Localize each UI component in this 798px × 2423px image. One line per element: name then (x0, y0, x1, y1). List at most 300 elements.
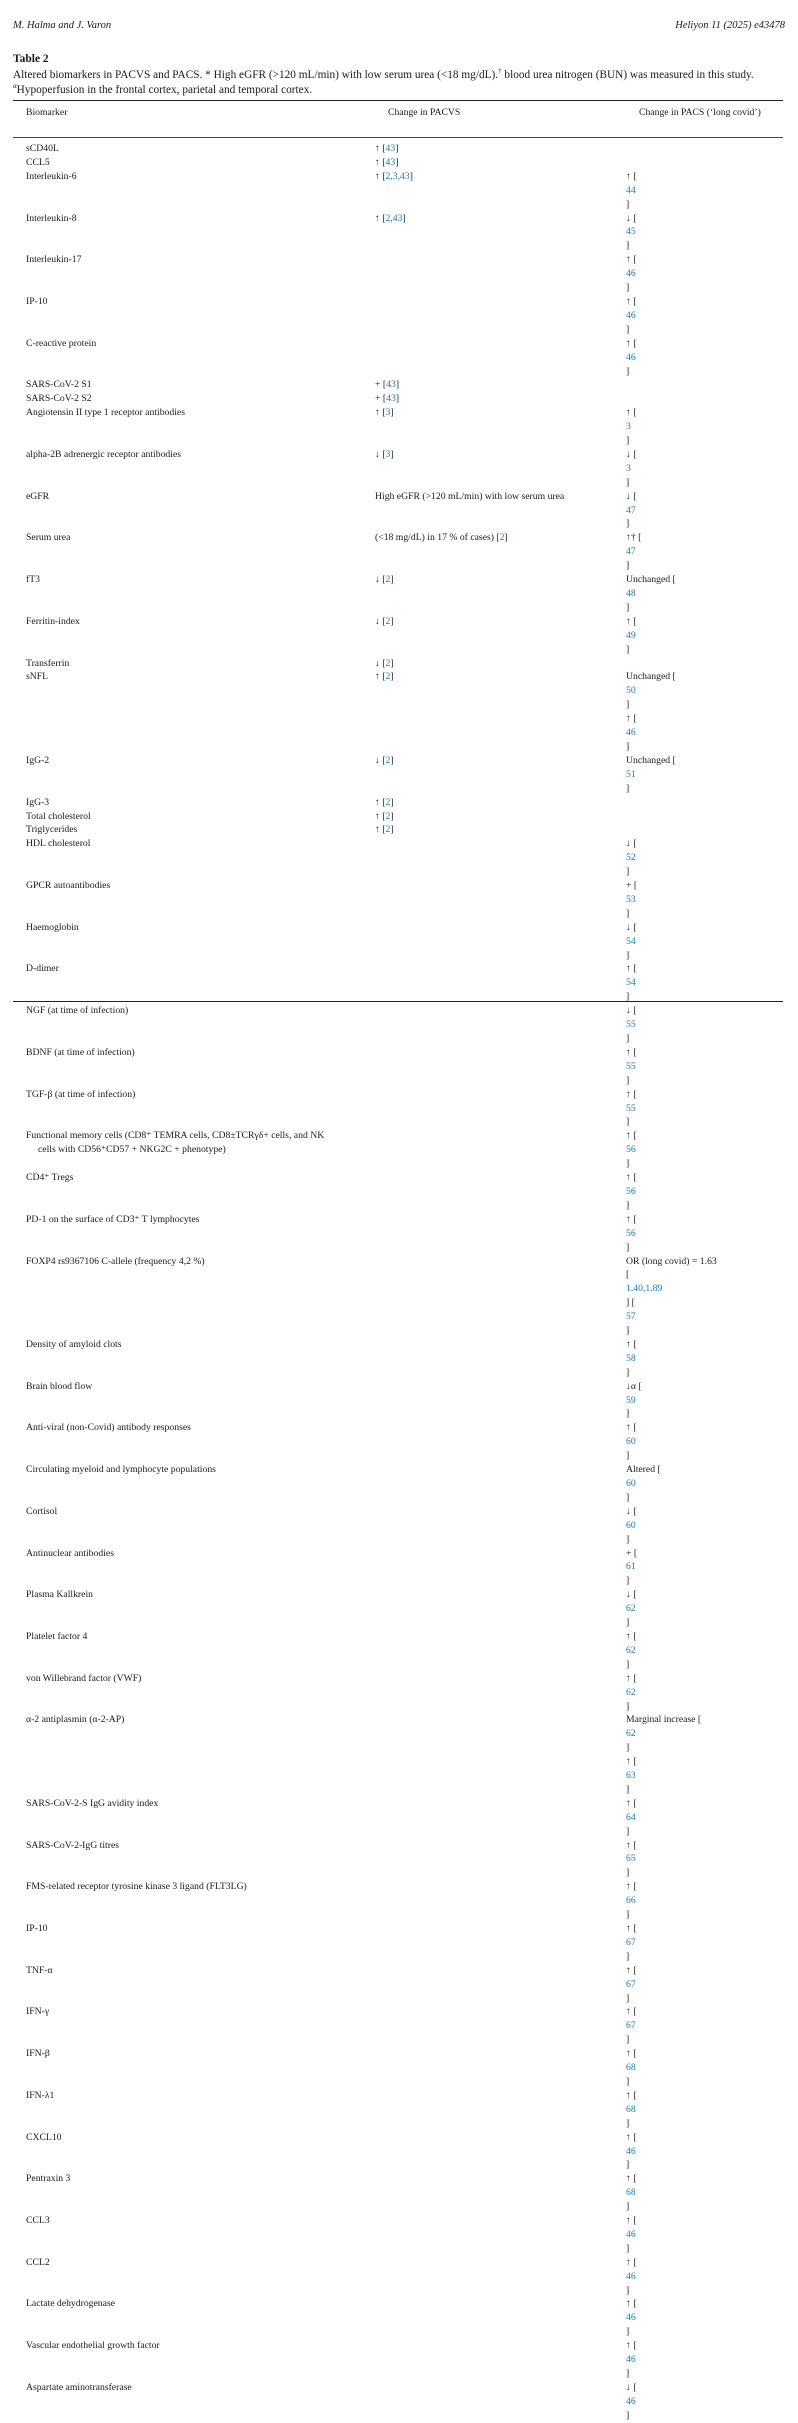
biomarker-text: CCL3 (26, 2215, 50, 2227)
cell-pacs-change (626, 615, 783, 657)
cell-pacs-change (626, 1421, 783, 1463)
reference-link[interactable]: 56 (626, 1144, 636, 1156)
cell-pacvs-change: ↓ [2] (375, 574, 394, 586)
cell-biomarker (13, 1380, 375, 1422)
biomarker-text: IFN-β (26, 2048, 50, 2060)
reference-link[interactable]: 2 (385, 796, 391, 808)
reference-link[interactable]: 46 (626, 351, 636, 363)
pacs-change-text: ↑ [ 46 ] (626, 295, 783, 337)
reference-link[interactable]: 2 (385, 810, 391, 822)
cell-pacs-change (626, 1797, 783, 1839)
cell-pacs-change (626, 837, 783, 879)
table-row (13, 2297, 783, 2339)
cell-biomarker (13, 1213, 375, 1255)
table-row (13, 406, 783, 448)
table-row (13, 392, 783, 406)
cell-pacvs-change (375, 2297, 626, 2339)
cell-pacvs-change (375, 1421, 626, 1463)
biomarker-text: Angiotensin II type 1 receptor antibodies (26, 407, 185, 419)
reference-link[interactable]: 43 (385, 143, 396, 154)
reference-link[interactable]: 46 (626, 727, 636, 739)
table-row (13, 837, 783, 879)
biomarker-text: C-reactive protein (26, 337, 97, 349)
biomarker-text: FMS-related receptor tyrosine kinase 3 ligand (FLT3LG) (26, 1881, 247, 1893)
caption-text-2: blood urea nitrogen (BUN) was measured in this study. (501, 69, 754, 81)
reference-link[interactable]: 53 (626, 893, 636, 905)
reference-link[interactable]: 64 (626, 1811, 636, 1823)
table-row (13, 1547, 783, 1589)
table-row (13, 796, 783, 810)
reference-link[interactable]: 46 (626, 2312, 636, 2324)
cell-pacs-change (626, 657, 783, 671)
cell-biomarker (13, 1880, 375, 1922)
pacs-change-text: ↓α [ 59 ] (626, 1380, 783, 1422)
reference-link[interactable]: 43 (386, 393, 396, 405)
cell-pacvs-change: + [43] (375, 393, 400, 405)
cell-pacvs-change (375, 1547, 626, 1589)
cell-pacs-change (626, 670, 783, 753)
cell-pacs-change (626, 490, 783, 532)
reference-link[interactable]: 62 (626, 1603, 636, 1615)
pacs-change-text: ↑ [ 3 ] (626, 406, 783, 448)
cell-pacvs-change (375, 2089, 626, 2131)
table-row (13, 1588, 783, 1630)
table-row (13, 1088, 783, 1130)
cell-pacs-change (626, 1004, 783, 1046)
cell-pacvs-change (375, 1129, 626, 1171)
pacs-change-text: ↑ [ 44 ] (626, 170, 783, 212)
table-row (13, 2256, 783, 2298)
table-row (13, 1463, 783, 1505)
cell-pacvs-change: (<18 mg/dL) in 17 % of cases) [2] (375, 532, 508, 544)
reference-link[interactable]: 56 (626, 1185, 636, 1197)
pacs-change-text: + [ 61 ] (626, 1547, 783, 1589)
cell-pacs-change (626, 1505, 783, 1547)
table-row (13, 2339, 783, 2381)
reference-link[interactable]: 54 (626, 935, 636, 947)
pacs-change-text: ↑ [ 56 ] (626, 1171, 783, 1213)
pacs-change-text: ↑ [ 62 ] (626, 1630, 783, 1672)
biomarker-text: Plasma Kallkrein (26, 1589, 93, 1601)
cell-pacvs-change (375, 1004, 626, 1046)
cell-biomarker (13, 573, 375, 615)
reference-link[interactable]: 3 (385, 407, 391, 419)
reference-link[interactable]: 62 (626, 1644, 636, 1656)
pacs-change-text: Unchanged [ 51 ] (626, 754, 783, 796)
cell-pacs-change (626, 2297, 783, 2339)
reference-link[interactable]: 48 (626, 588, 636, 599)
biomarker-text: Aspartate aminotransferase (26, 2381, 132, 2393)
reference-link[interactable]: 46 (626, 2395, 636, 2407)
reference-link[interactable]: 46 (626, 2354, 636, 2366)
cell-pacvs-change: + [43] (375, 379, 400, 391)
table-row (13, 295, 783, 337)
biomarker-text: Density of amyloid clots (26, 1338, 122, 1350)
cell-biomarker (13, 253, 375, 295)
biomarker-text: fT3 (26, 574, 40, 586)
table-row (13, 212, 783, 254)
reference-link[interactable]: 67 (626, 2020, 636, 2032)
cell-pacvs-change (375, 921, 626, 963)
reference-link[interactable]: 2 (385, 574, 391, 586)
cell-pacvs-change: ↑ [2,43] (375, 212, 406, 224)
reference-link[interactable]: 2 (499, 532, 505, 544)
cell-pacs-change (626, 1880, 783, 1922)
cell-pacs-change (626, 378, 783, 392)
biomarker-text: Cortisol (26, 1505, 58, 1517)
pacs-change-text: ↑ [ 68 ] (626, 2172, 783, 2214)
reference-link[interactable]: 68 (626, 2103, 636, 2115)
biomarker-text: Circulating myeloid and lymphocyte populations (26, 1464, 216, 1476)
cell-pacvs-change: ↓ [2] (375, 754, 394, 766)
cell-pacvs-change (375, 1255, 626, 1338)
reference-link[interactable]: 61 (626, 1561, 636, 1573)
cell-biomarker (13, 657, 375, 671)
reference-link[interactable]: 49 (626, 629, 636, 641)
pacs-change-text: ↑ [ 62 ] (626, 1672, 783, 1714)
table-row (13, 1046, 783, 1088)
cell-pacvs-change (375, 2047, 626, 2089)
table-row (13, 1630, 783, 1672)
table-row (13, 448, 783, 490)
cell-pacs-change (626, 1922, 783, 1964)
cell-biomarker (13, 1964, 375, 2006)
running-head (13, 20, 785, 31)
biomarker-text: CCL5 (26, 156, 50, 168)
table-row (13, 2214, 783, 2256)
pacs-change-text: OR (long covid) = 1.63 (626, 1255, 717, 1267)
cell-pacvs-change (375, 2131, 626, 2173)
cell-pacs-change (626, 1547, 783, 1589)
cell-biomarker (13, 962, 375, 1004)
cell-pacvs-change (375, 879, 626, 921)
reference-link[interactable]: 2,43 (385, 212, 403, 224)
reference-link[interactable]: 46 (626, 268, 636, 280)
cell-biomarker (13, 406, 375, 448)
cell-pacs-change (626, 156, 783, 170)
pacs-change-text: ↑ [ 49 ] (626, 615, 783, 657)
cell-biomarker (13, 1672, 375, 1714)
cell-biomarker (13, 156, 375, 170)
reference-link[interactable]: 46 (626, 2270, 636, 2282)
cell-pacs-change (626, 212, 783, 254)
reference-link[interactable]: 46 (626, 2145, 636, 2157)
cell-pacs-change (626, 1964, 783, 2006)
cell-biomarker (13, 448, 375, 490)
reference-link[interactable]: 60 (626, 1478, 636, 1489)
table-row (13, 2381, 783, 2423)
reference-link[interactable]: 2 (385, 754, 391, 766)
reference-link[interactable]: 3 (385, 448, 391, 460)
cell-pacs-change (626, 2089, 783, 2131)
journal-citation: Heliyon 11 (2025) e43478 (675, 20, 785, 31)
cell-pacvs-change (375, 337, 626, 379)
biomarker-text: von Willebrand factor (VWF) (26, 1672, 142, 1684)
cell-biomarker (13, 531, 375, 573)
cell-pacs-change (626, 2256, 783, 2298)
cell-pacs-change (626, 1129, 783, 1171)
cell-biomarker (13, 1255, 375, 1338)
cell-pacvs-change (375, 2339, 626, 2381)
table-row (13, 1880, 783, 1922)
reference-link[interactable]: 2 (385, 824, 391, 836)
pacs-change-text: Altered [ 60 ] (626, 1463, 783, 1505)
reference-link[interactable]: 43 (385, 156, 396, 168)
pacs-change-text: ↑ [ 46 ] (626, 337, 783, 379)
cell-biomarker (13, 921, 375, 963)
table-body (13, 142, 783, 2423)
reference-link[interactable]: 2 (385, 615, 391, 627)
biomarker-text: Interleukin-8 (26, 212, 77, 224)
table-row (13, 142, 783, 156)
reference-link[interactable]: 50 (626, 685, 636, 697)
reference-link[interactable]: 55 (626, 1060, 636, 1072)
biomarker-text: Interleukin-17 (26, 254, 82, 266)
table-row (13, 170, 783, 212)
reference-link[interactable]: 57 (626, 1311, 636, 1323)
pacs-change-text: ↑ [ 63 ] (626, 1755, 783, 1797)
cell-biomarker (13, 810, 375, 824)
table-header-rule (13, 137, 783, 138)
reference-link[interactable]: 68 (626, 2062, 636, 2074)
cell-pacvs-change: ↓ [3] (375, 448, 394, 460)
table-row (13, 657, 783, 671)
cell-pacs-change (626, 921, 783, 963)
table-label: Table 2 (13, 53, 49, 65)
reference-link[interactable]: 58 (626, 1352, 636, 1364)
table-row (13, 2089, 783, 2131)
table-row (13, 754, 783, 796)
cell-biomarker (13, 1338, 375, 1380)
cell-pacs-change (626, 253, 783, 295)
reference-link[interactable]: 66 (626, 1895, 636, 1907)
biomarker-text: Vascular endothelial growth factor (26, 2340, 160, 2352)
biomarker-text: IFN-λ1 (26, 2089, 55, 2101)
pacs-change-text: ↓ [ 54 ] (626, 921, 783, 963)
cell-biomarker (13, 1547, 375, 1589)
cell-pacvs-change: ↑ [2] (375, 671, 394, 683)
cell-biomarker (13, 1630, 375, 1672)
reference-link[interactable]: 59 (626, 1394, 636, 1406)
biomarker-text: sCD40L (26, 143, 59, 154)
pacs-change-text: ↑ [ 46 ] (626, 712, 783, 754)
cell-pacs-change (626, 1380, 783, 1422)
reference-link[interactable]: 55 (626, 1019, 636, 1031)
table-row (13, 1255, 783, 1338)
pacs-change-text: ↑† [ 47 ] (626, 531, 783, 573)
table-row (13, 573, 783, 615)
cell-pacs-change (626, 796, 783, 810)
table-row (13, 1797, 783, 1839)
cell-pacvs-change (375, 1588, 626, 1630)
cell-pacs-change (626, 2005, 783, 2047)
cell-pacs-change (626, 2172, 783, 2214)
biomarker-text: Serum urea (26, 532, 71, 544)
table-row (13, 615, 783, 657)
cell-pacs-change (626, 392, 783, 406)
caption-text-3: Hypoperfusion in the frontal cortex, parietal and temporal cortex. (16, 84, 313, 96)
pacs-change-text: ↑ [ 58 ] (626, 1338, 783, 1380)
pacs-change-text: ↓ [ 46 ] (626, 2381, 783, 2423)
cell-pacs-change (626, 2047, 783, 2089)
pacs-change-text: ↑ [ 54 ] (626, 962, 783, 1004)
biomarker-text: TNF-α (26, 1964, 53, 1976)
reference-link[interactable]: 1.40,1.89 (626, 1283, 663, 1295)
cell-pacvs-change (375, 1213, 626, 1255)
table-caption (13, 68, 781, 98)
reference-link[interactable]: 45 (626, 226, 636, 238)
cell-pacvs-change (375, 1672, 626, 1714)
pacs-change-text: ↑ [ 67 ] (626, 1964, 783, 2006)
cell-pacs-change (626, 1630, 783, 1672)
caption-text-1: Altered biomarkers in PACVS and PACS. * High eGFR (>120 mL/min) with low serum urea (<18 mg/dL). (13, 69, 499, 81)
pacs-change-text: [ 1.40,1.89 ] [ 57 ] (626, 1268, 783, 1338)
column-header-pacvs: Change in PACVS (388, 107, 461, 118)
cell-biomarker (13, 1129, 375, 1171)
reference-link[interactable]: 3 (626, 462, 631, 474)
cell-biomarker (13, 2005, 375, 2047)
reference-link[interactable]: 62 (626, 1686, 636, 1698)
reference-link[interactable]: 68 (626, 2187, 636, 2199)
cell-pacs-change (626, 1213, 783, 1255)
reference-link[interactable]: 55 (626, 1102, 636, 1114)
pacs-change-text: ↑ [ 55 ] (626, 1088, 783, 1130)
pacs-change-text: ↓ [ 47 ] (626, 490, 783, 532)
pacs-change-text: ↑ [ 68 ] (626, 2047, 783, 2089)
pacs-change-text: ↑ [ 64 ] (626, 1797, 783, 1839)
reference-link[interactable]: 43 (386, 379, 396, 391)
reference-link[interactable]: 52 (626, 852, 636, 864)
reference-link[interactable]: 65 (626, 1853, 636, 1865)
biomarker-text: Interleukin-6 (26, 170, 77, 182)
cell-biomarker (13, 1505, 375, 1547)
reference-link[interactable]: 46 (626, 2228, 636, 2240)
cell-biomarker (13, 1046, 375, 1088)
reference-link[interactable]: 46 (626, 309, 636, 321)
reference-link[interactable]: 60 (626, 1519, 636, 1531)
column-header-pacs: Change in PACS (‘long covid’) (639, 107, 761, 118)
cell-biomarker (13, 212, 375, 254)
cell-biomarker (13, 1171, 375, 1213)
cell-pacs-change (626, 879, 783, 921)
biomarker-text: SARS-CoV-2-S IgG avidity index (26, 1797, 159, 1809)
cell-pacvs-change: ↑ [43] (375, 156, 399, 168)
table-row (13, 490, 783, 532)
table-row (13, 378, 783, 392)
biomarker-text: GPCR autoantibodies (26, 880, 111, 892)
reference-link[interactable]: 56 (626, 1227, 636, 1239)
biomarker-text: NGF (at time of infection) (26, 1005, 129, 1017)
biomarker-text: Ferritin-index (26, 615, 80, 627)
cell-biomarker (13, 796, 375, 810)
cell-pacs-change (626, 1171, 783, 1213)
cell-pacvs-change (375, 837, 626, 879)
cell-biomarker (13, 754, 375, 796)
cell-pacvs-change (375, 1630, 626, 1672)
pacs-change-text: ↓ [ 55 ] (626, 1004, 783, 1046)
reference-link[interactable]: 44 (626, 184, 636, 196)
reference-link[interactable]: 67 (626, 1978, 636, 1990)
biomarker-text: HDL cholesterol (26, 838, 91, 850)
cell-pacvs-change: ↑ [2] (375, 796, 394, 808)
cell-biomarker (13, 1088, 375, 1130)
pacs-change-text: ↑ [ 56 ] (626, 1213, 783, 1255)
cell-biomarker (13, 1463, 375, 1505)
reference-link[interactable]: 67 (626, 1936, 636, 1948)
reference-link[interactable]: 62 (626, 1728, 636, 1740)
reference-link[interactable]: 51 (626, 768, 636, 780)
pacs-change-text: ↑ [ 55 ] (626, 1046, 783, 1088)
reference-link[interactable]: 63 (626, 1770, 636, 1782)
reference-link[interactable]: 54 (626, 977, 636, 989)
cell-biomarker (13, 142, 375, 156)
biomarker-text: CXCL10 (26, 2131, 62, 2143)
table-row (13, 1213, 783, 1255)
cell-pacs-change (626, 1088, 783, 1130)
pacs-change-text: Marginal increase [ 62 ] (626, 1713, 783, 1755)
cell-pacvs-change (375, 1463, 626, 1505)
cell-pacs-change (626, 810, 783, 824)
cell-pacs-change (626, 337, 783, 379)
cell-pacvs-change (375, 2214, 626, 2256)
column-header-biomarker: Biomarker (26, 107, 68, 118)
reference-link[interactable]: 2,3,43 (385, 170, 410, 182)
cell-pacvs-change: High eGFR (>120 mL/min) with low serum urea (375, 490, 565, 502)
reference-link[interactable]: 47 (626, 546, 636, 558)
cell-biomarker (13, 837, 375, 879)
pacs-change-text: + [ 53 ] (626, 879, 783, 921)
reference-link[interactable]: 2 (385, 671, 391, 683)
cell-pacvs-change (375, 2172, 626, 2214)
table-row (13, 253, 783, 295)
reference-link[interactable]: 2 (385, 657, 391, 669)
cell-pacs-change (626, 2214, 783, 2256)
cell-pacvs-change (375, 1338, 626, 1380)
biomarker-text: alpha-2B adrenergic receptor antibodies (26, 448, 182, 460)
cell-biomarker (13, 1588, 375, 1630)
pacs-change-text: ↓ [ 3 ] (626, 448, 783, 490)
cell-pacs-change (626, 1672, 783, 1714)
pacs-change-text: ↑ [ 66 ] (626, 1880, 783, 1922)
cell-pacs-change (626, 2381, 783, 2423)
pacs-change-text: ↓ [ 60 ] (626, 1505, 783, 1547)
reference-link[interactable]: 3 (626, 421, 631, 433)
pacs-change-text: ↑ [ 46 ] (626, 2339, 783, 2381)
reference-link[interactable]: 60 (626, 1436, 636, 1448)
biomarker-text: Functional memory cells (CD8⁺ TEMRA cells, CD8±TCRγδ+ cells, and NK (26, 1130, 325, 1142)
table-row (13, 1129, 783, 1171)
pacs-change-text: Unchanged [ 48 ] (626, 573, 783, 615)
biomarker-text: SARS-CoV-2 S1 (26, 379, 92, 391)
table-row (13, 2047, 783, 2089)
biomarker-text: PD-1 on the surface of CD3⁺ T lymphocytes (26, 1213, 200, 1225)
reference-link[interactable]: 47 (626, 504, 636, 516)
pacs-change-text: ↑ [ 67 ] (626, 1922, 783, 1964)
cell-biomarker (13, 1839, 375, 1881)
cell-pacs-change (626, 1255, 783, 1338)
pacs-change-text: ↑ [ 67 ] (626, 2005, 783, 2047)
biomarker-text: Platelet factor 4 (26, 1630, 88, 1642)
biomarker-text: SARS-CoV-2-IgG titres (26, 1839, 120, 1851)
biomarker-text: CD4⁺ Tregs (26, 1172, 74, 1184)
cell-pacvs-change (375, 1880, 626, 1922)
cell-pacvs-change: ↑ [2,3,43] (375, 170, 413, 182)
table-row (13, 1713, 783, 1796)
cell-pacs-change (626, 295, 783, 337)
cell-pacs-change (626, 1839, 783, 1881)
cell-biomarker (13, 615, 375, 657)
table-row (13, 2172, 783, 2214)
